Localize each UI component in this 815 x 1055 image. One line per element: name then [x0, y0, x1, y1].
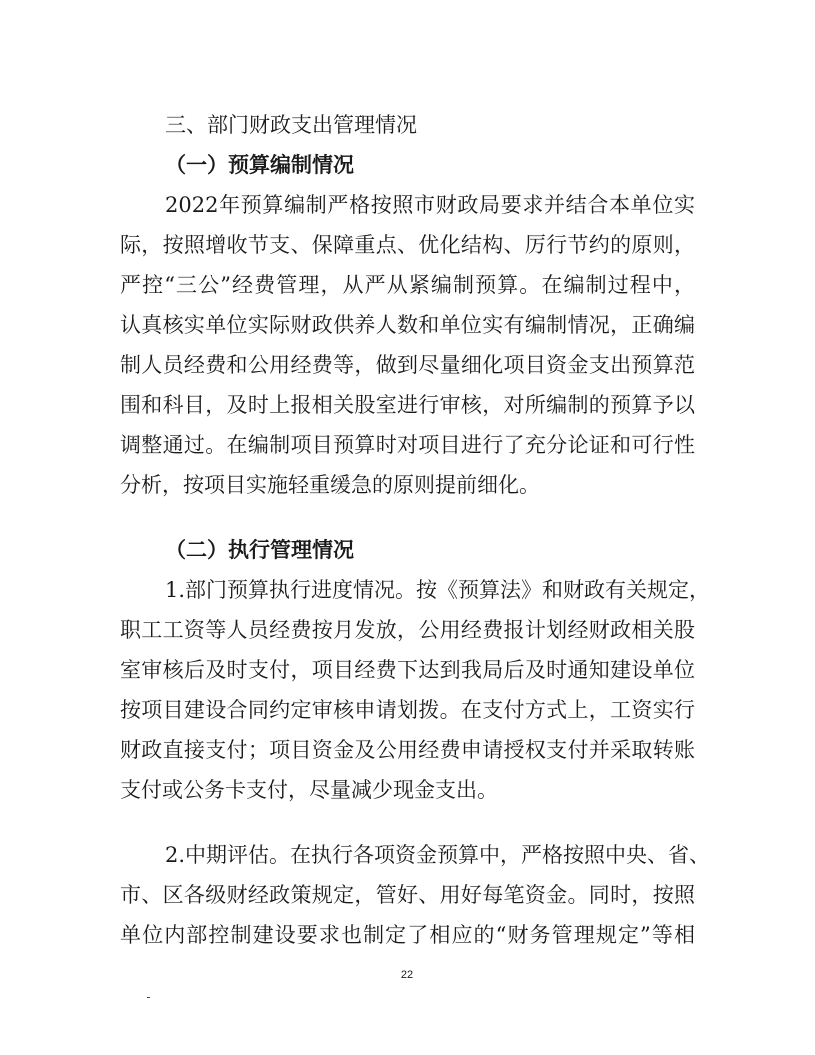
budget-line-5: 制人员经费和公用经费等，做到尽量细化项目资金支出预算范 — [120, 353, 695, 377]
corner-mark — [147, 997, 150, 998]
budget-line-7: 调整通过。在编制项目预算时对项目进行了充分论证和可行性 — [120, 433, 695, 457]
budget-line-4: 认真核实单位实际财政供养人数和单位实有编制情况，正确编 — [120, 313, 695, 337]
execution-item2-line-2: 市、区各级财经政策规定，管好、用好每笔资金。同时，按照 — [120, 883, 695, 907]
budget-line-6: 围和科目，及时上报相关股室进行审核，对所编制的预算予以 — [120, 393, 695, 417]
execution-item2-line-1: 2.中期评估。在执行各项资金预算中，严格按照中央、省、 — [165, 843, 711, 867]
execution-heading: （二）执行管理情况 — [165, 538, 354, 562]
budget-line-3: 严控“三公”经费管理，从严从紧编制预算。在编制过程中， — [120, 273, 695, 297]
execution-item1-line-2: 职工工资等人员经费按月发放，公用经费报计划经财政相关股 — [120, 618, 695, 642]
execution-item1-line-6: 支付或公务卡支付，尽量减少现金支出。 — [120, 778, 498, 802]
page-number: 22 — [400, 969, 414, 981]
execution-item1-line-4: 按项目建设合同约定审核申请划拨。在支付方式上，工资实行 — [120, 698, 695, 722]
execution-item1-line-1: 1.部门预算执行进度情况。按《预算法》和财政有关规定， — [165, 578, 711, 602]
execution-item1-line-5: 财政直接支付；项目资金及公用经费申请授权支付并采取转账 — [120, 738, 695, 762]
budget-heading: （一）预算编制情况 — [165, 153, 354, 177]
budget-line-2: 际，按照增收节支、保障重点、优化结构、厉行节约的原则， — [120, 233, 695, 257]
budget-line-8: 分析，按项目实施轻重缓急的原则提前细化。 — [120, 473, 540, 497]
budget-line-1: 2022年预算编制严格按照市财政局要求并结合本单位实 — [165, 193, 695, 217]
execution-item2-line-3: 单位内部控制建设要求也制定了相应的“财务管理规定”等相 — [120, 923, 695, 947]
section-heading: 三、部门财政支出管理情况 — [165, 113, 417, 137]
execution-item1-line-3: 室审核后及时支付，项目经费下达到我局后及时通知建设单位 — [120, 658, 695, 682]
